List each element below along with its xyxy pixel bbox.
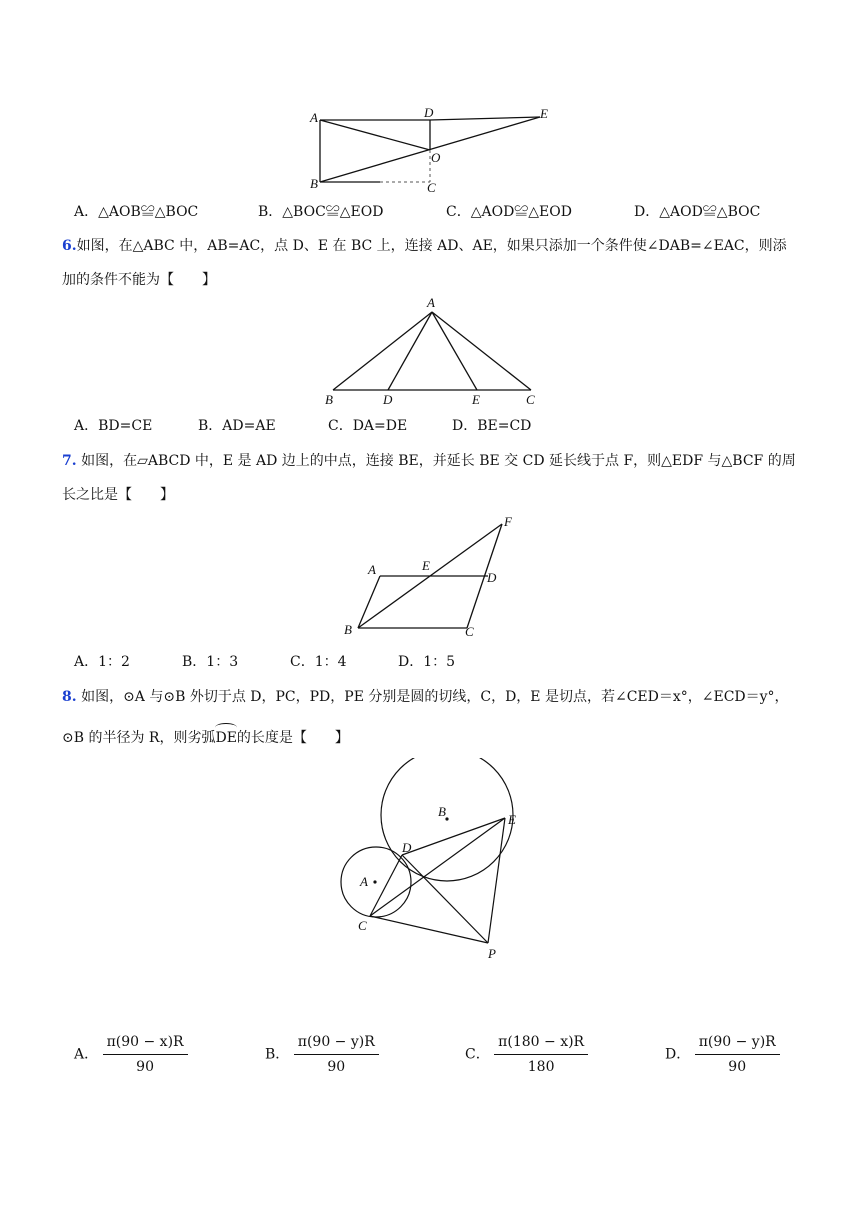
- q6-number: 6.: [62, 238, 77, 254]
- q8-label-a: A: [360, 874, 368, 889]
- q6-option-b: B．AD=AE: [198, 418, 276, 434]
- q6-option-d: D．BE=CD: [452, 418, 532, 434]
- q5-label-d: D: [424, 105, 434, 120]
- q5-option-a: A．△AOB≌△BOC: [74, 204, 199, 220]
- q8-option-d: D． $\frac{\pi(90 - y)R}{90}$: [665, 1032, 780, 1077]
- q7-stem-line1: 7. 如图，在▱ABCD 中，E 是 AD 边上的中点，连接 BE，并延长 BE 交 CD 延长线于点 F，则△EDF 与△BCF 的周: [62, 453, 796, 469]
- q6-label-c: C: [526, 392, 535, 407]
- q5-option-c: C．△AOD≌△EOD: [446, 204, 572, 220]
- q7-label-b: B: [344, 622, 352, 637]
- q7-label-f: F: [504, 514, 512, 529]
- q5-label-a: A: [310, 110, 318, 125]
- q8-number: 8.: [62, 689, 77, 705]
- q7-stem-line2: 长之比是【 】: [62, 487, 174, 503]
- q6-label-e: E: [472, 392, 480, 407]
- q8-option-b: B． $\frac{\pi(90 - y)R}{90}$: [265, 1032, 379, 1077]
- q5-label-b: B: [310, 176, 318, 191]
- q6-stem-line2: 加的条件不能为【 】: [62, 272, 216, 288]
- q5-label-o: O: [431, 150, 441, 165]
- q6-label-b: B: [325, 392, 333, 407]
- q7-option-b: B．1：3: [182, 654, 239, 670]
- q7-option-d: D．1：5: [398, 654, 456, 670]
- q6-stem-line1: 6.如图，在△ABC 中，AB=AC，点 D、E 在 BC 上，连接 AD、AE，如果只添加一个条件使∠DAB=∠EAC，则添: [62, 238, 787, 254]
- q5-option-d: D．△AOD≌△BOC: [634, 204, 761, 220]
- q5-figure: [300, 100, 560, 195]
- q8-stem-line1: 8. 如图，⊙A 与⊙B 外切于点 D，PC，PD，PE 分别是圆的切线，C，D，E 是切点，若∠CED＝x°，∠ECD＝y°，: [62, 689, 789, 705]
- q8-option-c: C． $\frac{\pi(180 - x)R}{180}$: [465, 1032, 588, 1077]
- q7-number: 7.: [62, 453, 77, 469]
- q7-label-d: D: [487, 570, 497, 585]
- q8-label-b: B: [438, 804, 446, 819]
- q5-option-b: B．△BOC≌△EOD: [258, 204, 384, 220]
- q7-figure: [340, 512, 525, 642]
- q6-label-a: A: [427, 295, 435, 310]
- q6-figure: [315, 292, 550, 410]
- q8-label-d: D: [402, 840, 412, 855]
- q8-figure: [330, 758, 535, 968]
- q8-label-e: E: [508, 812, 516, 827]
- q8-stem-line2: ⊙B 的半径为 R，则劣弧DE的长度是【 】: [62, 730, 349, 746]
- q7-label-a: A: [368, 562, 376, 577]
- q7-option-c: C．1：4: [290, 654, 347, 670]
- q8-label-c: C: [358, 918, 367, 933]
- q7-option-a: A．1：2: [74, 654, 130, 670]
- q8-option-a: A． $\frac{\pi(90 - x)R}{90}$: [74, 1032, 188, 1077]
- q7-label-e: E: [422, 558, 430, 573]
- q6-label-d: D: [383, 392, 393, 407]
- q7-label-c: C: [465, 624, 474, 639]
- q5-label-e: E: [540, 106, 548, 121]
- q5-label-c: C: [427, 180, 436, 195]
- q8-label-p: P: [488, 946, 496, 961]
- q6-option-a: A．BD=CE: [74, 418, 153, 434]
- q8-arc-de: DE: [215, 730, 237, 746]
- q6-option-c: C．DA=DE: [328, 418, 408, 434]
